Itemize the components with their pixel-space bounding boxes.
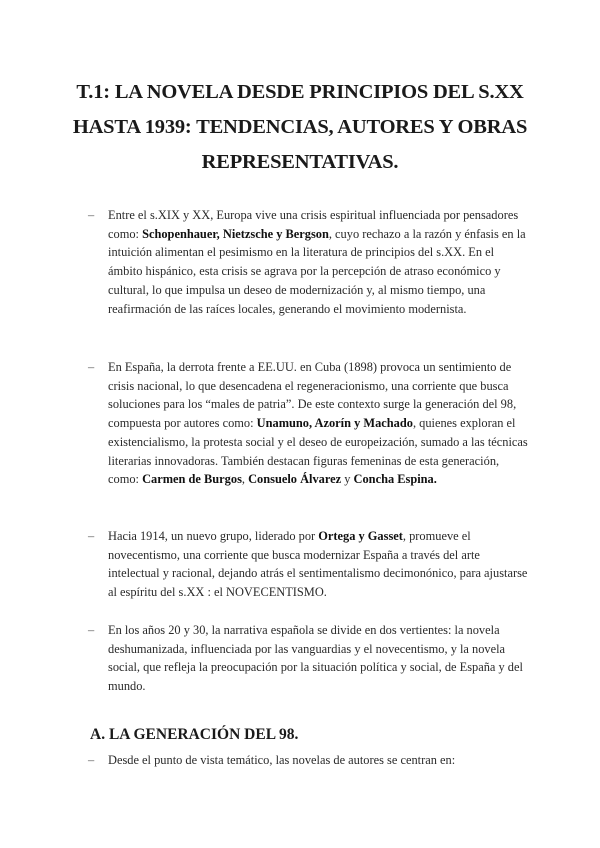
paragraph-novecentismo <box>108 527 530 602</box>
bold-consuelo-alvarez: Consuelo Álvarez <box>248 472 342 487</box>
bold-ortega-y-gasset: Ortega y Gasset <box>318 529 403 543</box>
paragraph-text: En España, la derrota frente a EE.UU. en Cuba (1898) provoca un sentimiento de crisis nacional, lo que desencadena el regeneracionismo, una corriente que busca soluciones para los “males de patria”. De este contexto surge la generación del 98, compuesta por autores como: <box>108 360 517 431</box>
bullet-dash: – <box>88 529 95 543</box>
paragraph-text: , quienes exploran el existencialismo, la protesta social y el deseo de europeización, sumado a las técnicas literarias innovadoras. También destacan figuras femeninas de esta generación, como: <box>108 416 528 487</box>
paragraph-section-intro: Desde el punto de vista temático, las novelas de autores se centran en: <box>108 753 456 767</box>
bullet-dash: – <box>88 208 95 222</box>
paragraph-text: Entre el s.XIX y XX, Europa vive una crisis espiritual influenciada por pensadores como: <box>108 208 519 241</box>
bold-carmen-de-burgos: Carmen de Burgos <box>142 472 242 487</box>
paragraph-text: En los años 20 y 30, la narrativa española se divide en dos vertientes: la novela deshumanizada, influenciada por las vanguardias y el novecentismo, y la novela social, que refleja la preocupación por la situación política y social, de España y del mundo. <box>108 623 523 694</box>
paragraph-text: , <box>241 472 249 487</box>
paragraph-text: y <box>341 472 354 487</box>
bullet-dash: – <box>88 623 95 637</box>
bold-concha-espina: Concha Espina. <box>353 472 437 487</box>
section-heading: A. LA GENERACIÓN DEL 98. <box>90 726 299 743</box>
document-title: T.1: LA NOVELA DESDE PRINCIPIOS DEL S.XX HASTA 1939: TENDENCIAS, AUTORES Y OBRAS REPRESENTATIVAS. <box>72 81 528 173</box>
paragraph-text: Hacia 1914, un nuevo grupo, liderado por <box>108 529 319 543</box>
bullet-dash: – <box>88 753 95 767</box>
bullet-dash: – <box>88 360 95 374</box>
paragraph-anos-20-30 <box>108 621 530 696</box>
bold-autores-98: Unamuno, Azorín y Machado <box>256 416 413 431</box>
bold-pensadores: Schopenhauer, Nietzsche y Bergson <box>142 226 329 241</box>
paragraph-text: , promueve el novecentismo, una corriente que busca modernizar España a través del arte intelectual y racional, dejando atrás el sentimentalismo decimonónico, para ajustarse al espíritu del s.XX : el NOVECENTISMO. <box>108 529 528 600</box>
paragraph-text: , cuyo rechazo a la razón y énfasis en la intuición alimentan el pesimismo en la literatura de principios del s.XX. En el ámbito hispánico, esta crisis se agrava por la percepción de atraso económico y cultural, lo que impulsa un deseo de modernización y, al mismo tiempo, una reafirmación de las raíces locales, generando el movimiento modernista. <box>108 226 526 316</box>
paragraph-crisis-espiritual <box>108 206 530 318</box>
paragraph-generacion-98 <box>108 358 530 489</box>
